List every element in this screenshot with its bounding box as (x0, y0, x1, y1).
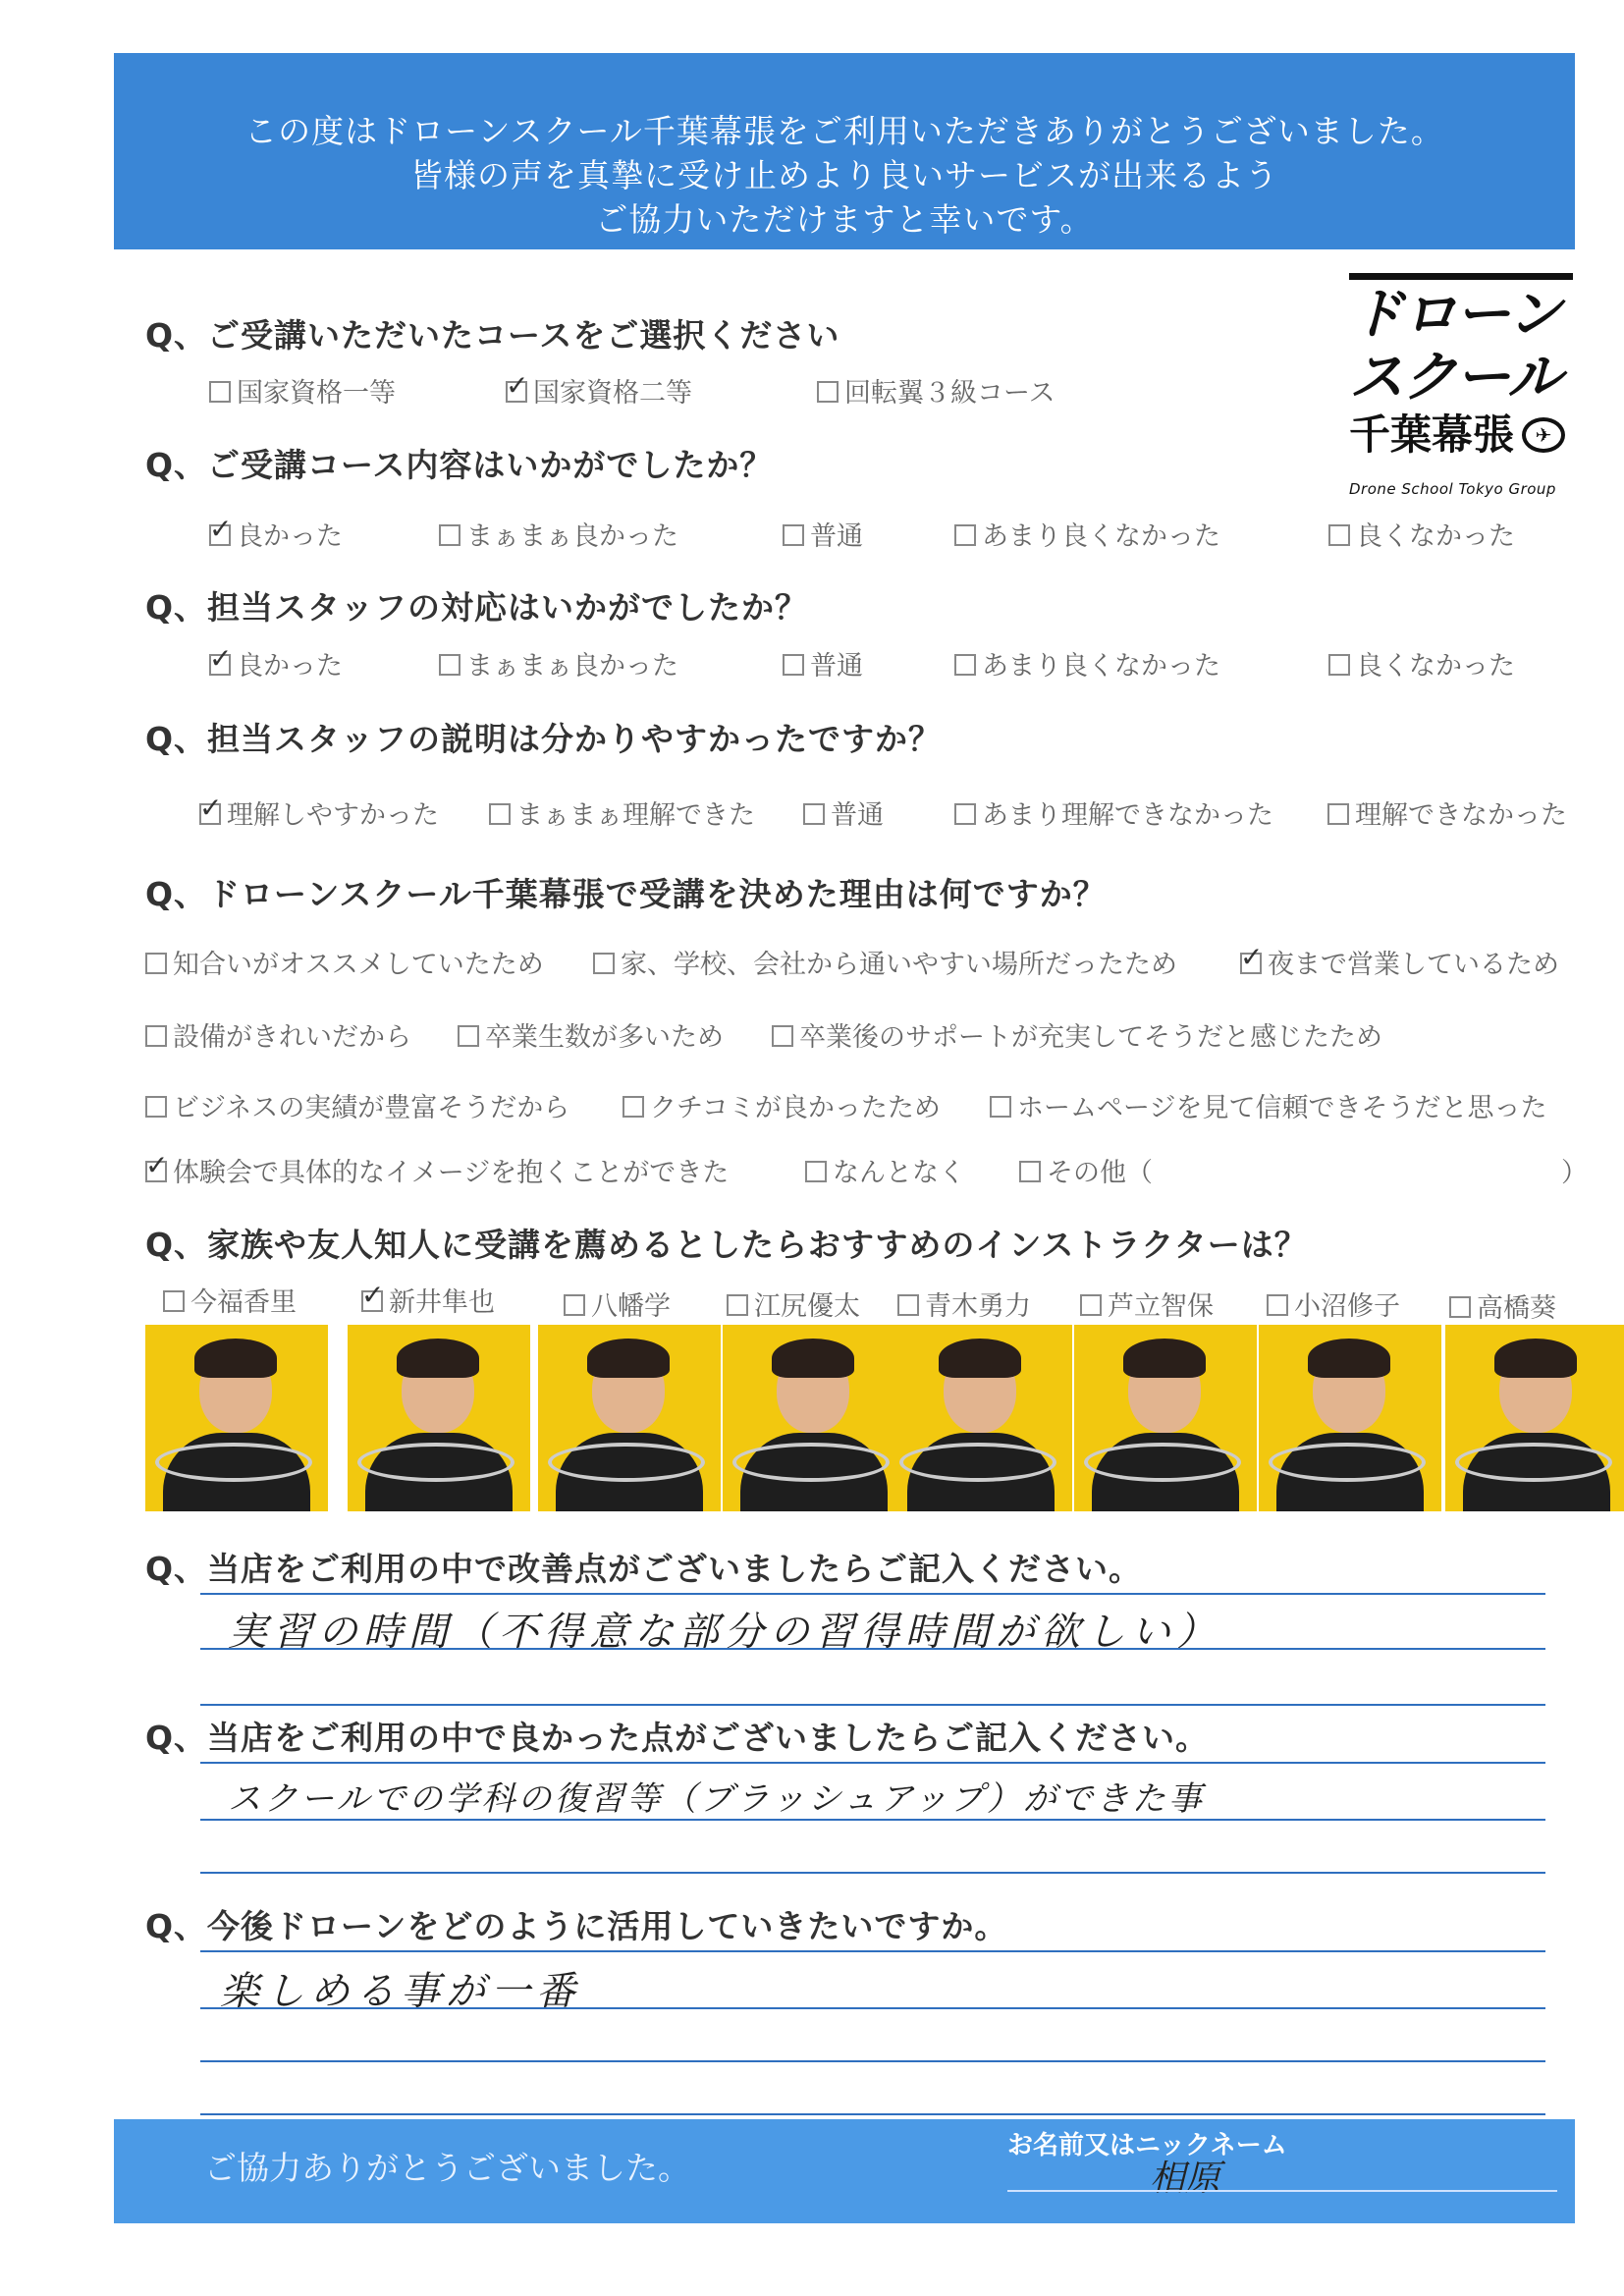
answer-line (200, 1872, 1545, 1874)
option-explain-not-understood[interactable]: 理解できなかった (1327, 793, 1567, 832)
checkbox-checked-icon (209, 654, 231, 676)
answer-line (200, 1950, 1545, 1952)
instructor-photo-6 (1074, 1325, 1257, 1511)
checkbox-icon (1327, 803, 1349, 825)
option-instructor-3[interactable]: 八幡学 (564, 1285, 671, 1323)
answer-line (200, 1704, 1545, 1706)
logo-tagline: Drone School Tokyo Group (1349, 480, 1556, 498)
option-reason-graduates[interactable]: 卒業生数が多いため (458, 1015, 724, 1054)
option-instructor-1[interactable]: 今福香里 (163, 1281, 297, 1319)
checkbox-icon (772, 1025, 793, 1047)
option-reason-no-reason[interactable]: なんとなく (805, 1151, 965, 1189)
option-reason-business[interactable]: ビジネスの実績が豊富そうだから (145, 1086, 569, 1124)
option-instructor-2[interactable]: ✓ 新井隼也 (361, 1281, 495, 1319)
option-course-first-class[interactable]: 国家資格一等 (209, 371, 396, 410)
checkbox-icon (954, 524, 976, 546)
instructor-photo-2 (348, 1325, 530, 1511)
answer-good-points[interactable]: スクールでの学科の復習等（ブラッシュアップ）ができた事 (228, 1779, 1205, 1819)
name-field-label: お名前又はニックネーム (1007, 2131, 1287, 2160)
answer-line (200, 1593, 1545, 1595)
option-reason-recommended[interactable]: 知合いがオススメしていたため (145, 943, 544, 981)
checkbox-icon (1080, 1294, 1102, 1316)
question-instructor: Q、家族や友人知人に受講を薦めるとしたらおすすめのインストラクターは？ (145, 1226, 1308, 1264)
checkbox-icon (1019, 1161, 1041, 1182)
option-explain-hard[interactable]: あまり理解できなかった (954, 793, 1273, 832)
banner-line-1: この度はドローンスクール千葉幕張をご利用いただきありがとうございました。 (244, 112, 1444, 150)
option-course-rotor-3rd[interactable]: 回転翼３級コース (817, 371, 1056, 410)
header-banner (114, 53, 1575, 249)
checkbox-icon (145, 1025, 167, 1047)
other-close-paren: ） (1561, 1158, 1588, 1188)
option-reason-website[interactable]: ホームページを見て信頼できそうだと思った (990, 1086, 1546, 1124)
option-instructor-5[interactable]: 青木勇力 (897, 1285, 1031, 1323)
checkbox-icon (145, 1096, 167, 1118)
checkbox-icon (439, 654, 460, 676)
option-reason-support[interactable]: 卒業後のサポートが充実してそうだと感じたため (772, 1015, 1382, 1054)
checkbox-icon (145, 953, 167, 974)
checkbox-icon (805, 1161, 827, 1182)
checkbox-icon (1449, 1296, 1471, 1318)
option-reason-facilities[interactable]: 設備がきれいだから (145, 1015, 411, 1054)
checkbox-icon (990, 1096, 1011, 1118)
checkbox-icon (954, 803, 976, 825)
answer-line (200, 1648, 1545, 1650)
option-instructor-4[interactable]: 江尻優太 (727, 1285, 860, 1323)
checkbox-icon (783, 524, 804, 546)
instructor-photo-3 (538, 1325, 721, 1511)
answer-improvements[interactable]: 実習の時間（不得意な部分の習得時間が欲しい） (228, 1610, 1221, 1655)
checkbox-icon (564, 1294, 585, 1316)
checkbox-icon (897, 1294, 919, 1316)
option-content-normal[interactable]: 普通 (783, 515, 863, 553)
option-explain-normal[interactable]: 普通 (803, 793, 884, 832)
logo-location-label: 千葉幕張 (1349, 410, 1515, 459)
checkbox-icon (593, 953, 615, 974)
instructor-photo-7 (1259, 1325, 1441, 1511)
option-staff-normal[interactable]: 普通 (783, 644, 863, 683)
option-reason-open-late[interactable]: ✓ 夜まで営業しているため (1240, 943, 1559, 981)
checkbox-checked-icon (361, 1290, 383, 1312)
logo-top-bar (1349, 273, 1573, 280)
instructor-photo-8 (1445, 1325, 1624, 1511)
answer-future-use[interactable]: 楽しめる事が一番 (220, 1969, 581, 2014)
checkbox-icon (209, 381, 231, 403)
option-content-bad[interactable]: 良くなかった (1328, 515, 1515, 553)
option-explain-fair[interactable]: まぁまぁ理解できた (489, 793, 755, 832)
checkbox-icon (727, 1294, 748, 1316)
name-field-value[interactable]: 相原 (1150, 2159, 1221, 2199)
option-reason-other[interactable]: その他（ (1019, 1151, 1153, 1189)
checkbox-icon (1328, 524, 1350, 546)
logo-text-drone: ドローン (1349, 283, 1560, 347)
checkbox-icon (1267, 1294, 1288, 1316)
logo-text-location (1349, 410, 1573, 461)
checkbox-checked-icon (145, 1161, 167, 1182)
logo-text-school: スクール (1349, 346, 1560, 410)
option-instructor-6[interactable]: 芦立智保 (1080, 1285, 1214, 1323)
option-staff-good[interactable]: ✓良かった (209, 644, 343, 683)
answer-line (200, 2007, 1545, 2009)
instructor-photo-4 (723, 1325, 905, 1511)
answer-line (200, 1819, 1545, 1821)
answer-line (200, 2113, 1545, 2115)
option-staff-bad[interactable]: 良くなかった (1328, 644, 1515, 683)
option-instructor-8[interactable]: 高橋葵 (1449, 1286, 1556, 1325)
checkbox-checked-icon (199, 803, 221, 825)
checkbox-icon (783, 654, 804, 676)
option-content-fair[interactable]: まぁまぁ良かった (439, 515, 678, 553)
checkbox-checked-icon (1240, 953, 1262, 974)
answer-line (200, 1762, 1545, 1764)
checkbox-icon (1328, 654, 1350, 676)
instructor-photo-5 (890, 1325, 1072, 1511)
option-reason-trial[interactable]: ✓体験会で具体的なイメージを抱くことができた (145, 1151, 729, 1189)
banner-line-2: 皆様の声を真摯に受け止めより良いサービスが出来るよう (410, 156, 1278, 194)
checkbox-icon (954, 654, 976, 676)
school-logo (1349, 273, 1573, 499)
question-good-points: Q、当店をご利用の中で良かった点がございましたらご記入ください。 (145, 1719, 1210, 1757)
checkbox-icon (817, 381, 839, 403)
question-future-use: Q、今後ドローンをどのように活用していきたいですか。 (145, 1907, 1008, 1945)
option-reason-location[interactable]: 家、学校、会社から通いやすい場所だったため (593, 943, 1177, 981)
checkbox-icon (489, 803, 511, 825)
option-instructor-7[interactable]: 小沼修子 (1267, 1285, 1400, 1323)
option-content-good[interactable]: ✓良かった (209, 515, 343, 553)
footer-thanks: ご協力ありがとうございました。 (204, 2149, 690, 2187)
question-reason: Q、ドローンスクール千葉幕張で受講を決めた理由は何ですか？ (145, 875, 1107, 913)
option-reason-reviews[interactable]: クチコミが良かったため (623, 1086, 941, 1124)
option-content-not-so-good[interactable]: あまり良くなかった (954, 515, 1220, 553)
question-course: Q、ご受講いただいたコースをご選択ください (145, 316, 840, 355)
checkbox-checked-icon (209, 524, 231, 546)
instructor-photo-1 (145, 1325, 328, 1511)
option-staff-not-so-good[interactable]: あまり良くなかった (954, 644, 1220, 683)
option-course-second-class[interactable]: ✓ 国家資格二等 (506, 371, 692, 410)
checkbox-icon (803, 803, 825, 825)
name-field-underline (1007, 2190, 1557, 2192)
answer-line (200, 2060, 1545, 2062)
option-staff-fair[interactable]: まぁまぁ良かった (439, 644, 678, 683)
question-staff-explanation: Q、担当スタッフの説明は分かりやすかったですか？ (145, 720, 943, 758)
checkbox-icon (439, 524, 460, 546)
drone-mark-icon: ✈ (1522, 417, 1565, 453)
checkbox-icon (623, 1096, 644, 1118)
option-explain-easy[interactable]: ✓理解しやすかった (199, 793, 439, 832)
checkbox-icon (458, 1025, 479, 1047)
question-course-content: Q、ご受講コース内容はいかがでしたか？ (145, 446, 774, 484)
question-improvements: Q、当店をご利用の中で改善点がございましたらご記入ください。 (145, 1550, 1143, 1588)
checkbox-checked-icon (506, 381, 527, 403)
checkbox-icon (163, 1290, 185, 1312)
banner-line-3: ご協力いただけますと幸いです。 (595, 200, 1094, 239)
footer-bar (114, 2119, 1575, 2223)
question-staff-response: Q、担当スタッフの対応はいかがでしたか？ (145, 588, 809, 627)
